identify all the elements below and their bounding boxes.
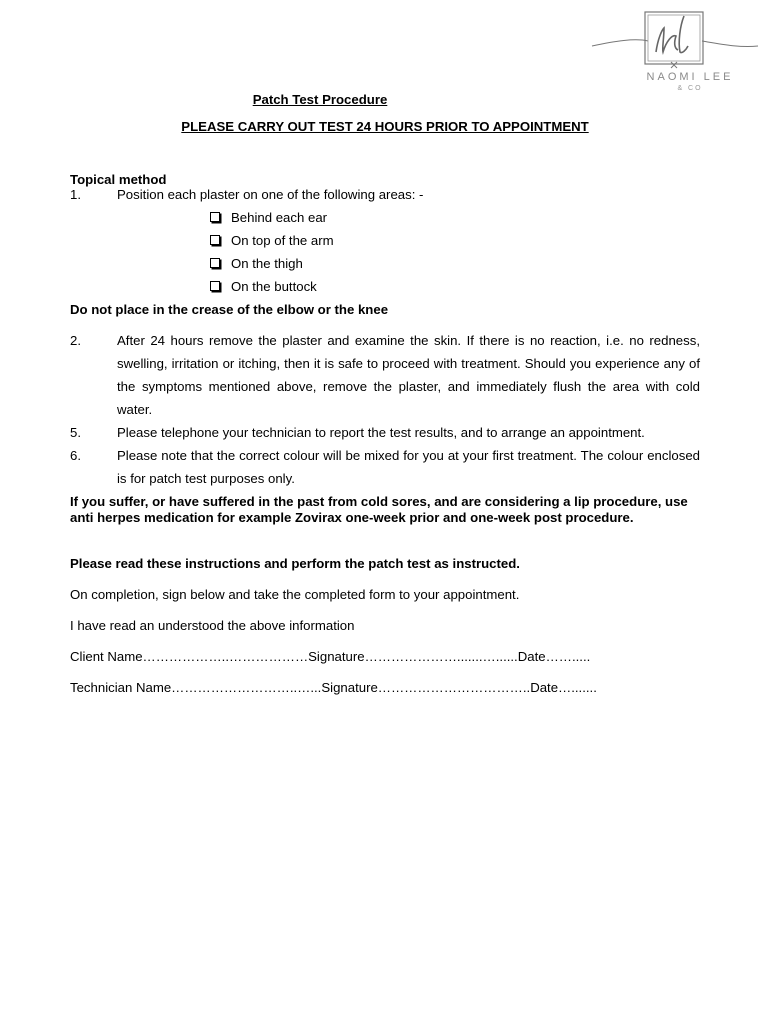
area-label: Behind each ear [231, 210, 328, 225]
step-2 [70, 329, 700, 421]
step-6 [70, 444, 700, 490]
step-number: 6. [70, 448, 81, 463]
step-number: 1. [70, 187, 81, 202]
acknowledgement: I have read an understood the above information [70, 618, 355, 633]
area-item [210, 279, 317, 294]
step-1 [70, 187, 700, 202]
area-label: On top of the arm [231, 233, 334, 248]
logo-monogram-icon [590, 8, 760, 78]
area-item [210, 256, 303, 271]
step-text: Position each plaster on one of the following areas: - [117, 187, 424, 202]
step-text: Please note that the correct colour will be mixed for you at your first treatment. The colour enclosed is for patch test purposes only. [117, 448, 700, 486]
topical-heading: Topical method [70, 172, 167, 187]
read-instructions: Please read these instructions and perform the patch test as instructed. [70, 556, 520, 571]
page-subtitle: PLEASE CARRY OUT TEST 24 HOURS PRIOR TO APPOINTMENT [181, 119, 589, 134]
area-label: On the buttock [231, 279, 317, 294]
area-item [210, 210, 327, 225]
checkbox-icon [210, 212, 220, 222]
step-text: After 24 hours remove the plaster and examine the skin. If there is no reaction, i.e. no redness, swelling, irritation or itching, then it is safe to proceed with treatment. Should you experience any of the symptoms mentioned above, remove the plaster, and immediately flush the area with cold water. [117, 333, 700, 417]
checkbox-icon [210, 258, 220, 268]
technician-signature-line: Technician Name………………………..…...Signature……………………………..Date…....... [70, 680, 597, 695]
step-number: 2. [70, 333, 81, 348]
company-logo [590, 8, 760, 98]
step-text: Please telephone your technician to report the test results, and to arrange an appointment. [117, 425, 645, 440]
client-signature-line: Client Name………………..………………Signature………………….......…......Date……..... [70, 649, 591, 664]
checkbox-icon [210, 235, 220, 245]
completion-note: On completion, sign below and take the completed form to your appointment. [70, 587, 520, 602]
placement-warning: Do not place in the crease of the elbow or the knee [70, 302, 389, 317]
area-item [210, 233, 334, 248]
logo-name: NAOMI LEE [646, 71, 734, 83]
step-number: 5. [70, 425, 81, 440]
logo-subtitle: & CO [677, 85, 703, 92]
cold-sores-notice: If you suffer, or have suffered in the past from cold sores, and are considering a lip procedure, use anti herpes medication for example Zovirax one-week prior and one-week post procedure. [70, 494, 688, 525]
page-title: Patch Test Procedure [252, 92, 388, 107]
step-5 [70, 421, 700, 444]
area-label: On the thigh [231, 256, 303, 271]
checkbox-icon [210, 281, 220, 291]
